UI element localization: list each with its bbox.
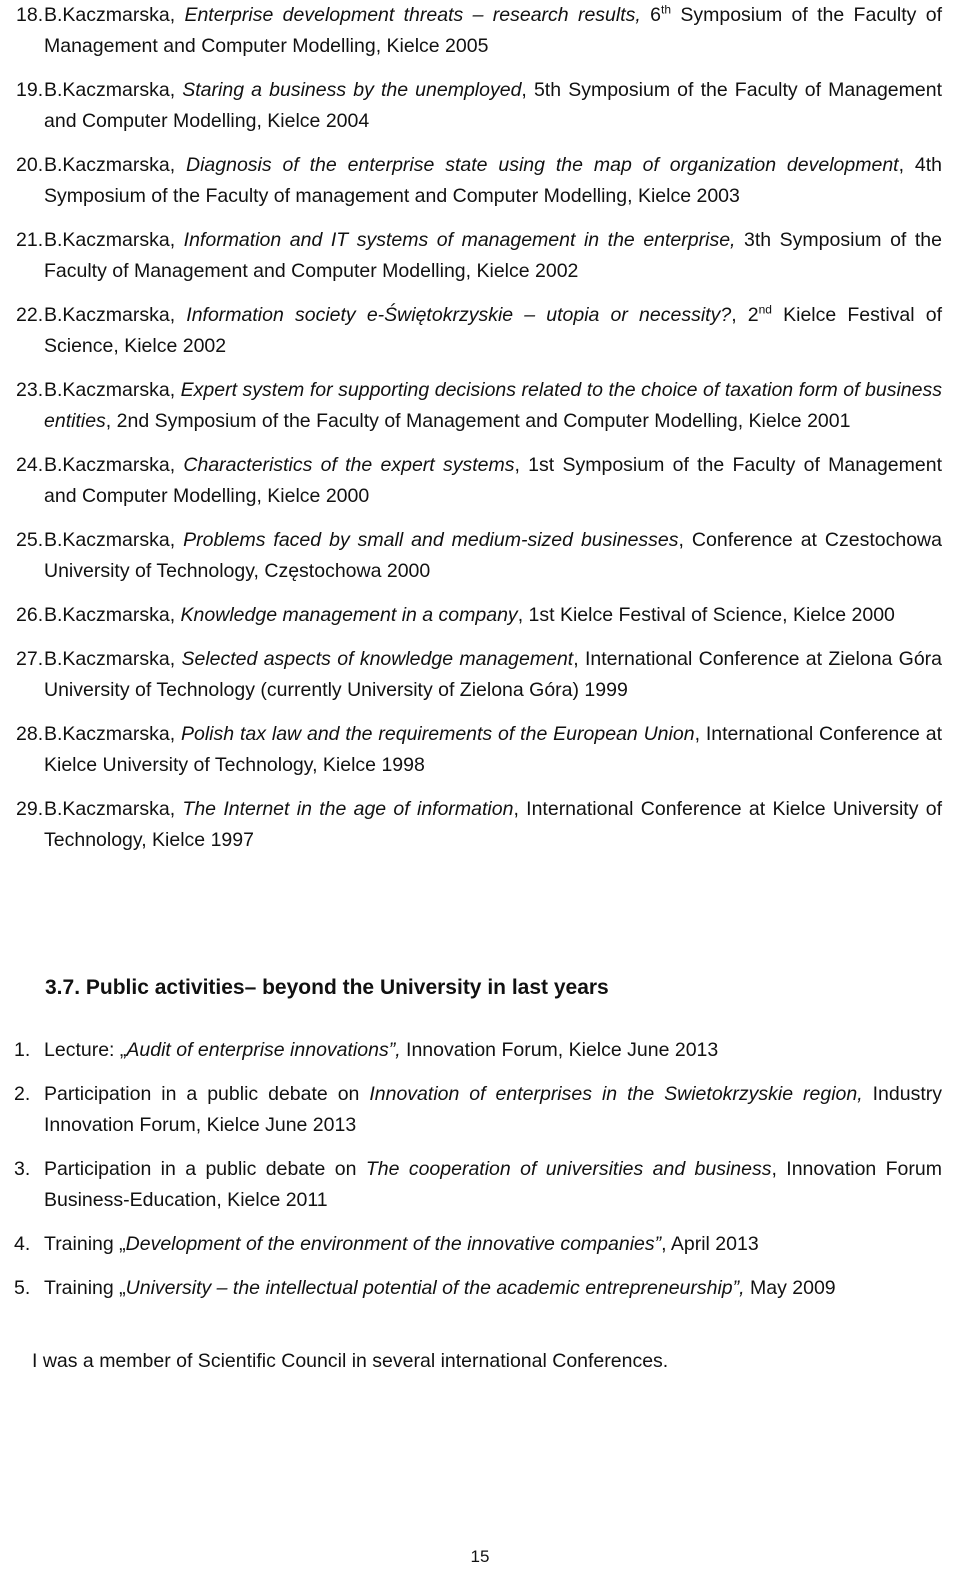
reference-number: 23.	[16, 379, 44, 401]
activity-number: 2.	[14, 1083, 31, 1105]
reference-title: Knowledge management in a company	[180, 604, 518, 626]
activities-list	[14, 1035, 942, 1317]
reference-author: B.Kaczmarska,	[44, 154, 186, 176]
ordinal-suffix: th	[661, 2, 672, 17]
activity-title: University – the intellectual potential of the academic entrepreneurship”,	[125, 1277, 745, 1299]
reference-details: , 2nd Symposium of the Faculty of Management and Computer Modelling, Kielce 2001	[105, 410, 851, 432]
activity-lead: Training „	[44, 1277, 126, 1299]
activity-item	[14, 1229, 942, 1260]
reference-author: B.Kaczmarska,	[44, 529, 184, 551]
activity-item	[14, 1273, 942, 1304]
activity-number: 3.	[14, 1158, 31, 1180]
activity-details: Innovation Forum, Kielce June 2013	[400, 1039, 719, 1061]
reference-item	[16, 450, 942, 512]
activity-title: Development of the environment of the innovative companies”	[125, 1233, 662, 1255]
reference-details: , International Conference at Zielona Góra University of Technology (currently University of Zielona Góra) 1999	[44, 648, 943, 701]
section-heading: 3.7. Public activities– beyond the University in last years	[45, 976, 609, 999]
activity-item	[14, 1154, 942, 1216]
reference-item	[16, 0, 942, 62]
reference-title: Selected aspects of knowledge management	[181, 648, 574, 670]
reference-number: 24.	[16, 454, 44, 476]
activity-lead: Training „	[44, 1233, 126, 1255]
reference-number: 26.	[16, 604, 44, 626]
reference-number: 21.	[16, 229, 44, 251]
activity-details: May 2009	[744, 1277, 836, 1299]
activity-title: Innovation of enterprises in the Swietokrzyskie region,	[369, 1083, 863, 1105]
activity-details: Industry Innovation Forum, Kielce June 2013	[44, 1083, 942, 1136]
reference-title: Expert system for supporting decisions related to the choice of taxation form of business entities	[44, 379, 942, 432]
reference-number: 29.	[16, 798, 44, 820]
activity-lead: Participation in a public debate on	[44, 1158, 366, 1180]
activity-number: 5.	[14, 1277, 31, 1299]
reference-title: Information society e-Świętokrzyskie – utopia or necessity?	[186, 304, 732, 326]
reference-title: Polish tax law and the requirements of the European Union	[181, 723, 695, 745]
reference-author: B.Kaczmarska,	[44, 454, 184, 476]
activity-number: 1.	[14, 1039, 31, 1061]
reference-number: 22.	[16, 304, 44, 326]
reference-title: Problems faced by small and medium-sized businesses	[183, 529, 679, 551]
activity-title: The cooperation of universities and business	[365, 1158, 772, 1180]
reference-author: B.Kaczmarska,	[44, 723, 181, 745]
reference-details: , 4th Symposium of the Faculty of management and Computer Modelling, Kielce 2003	[44, 154, 942, 207]
activity-details: , April 2013	[661, 1233, 759, 1255]
reference-item	[16, 525, 942, 587]
reference-item	[16, 600, 942, 631]
activity-item	[14, 1079, 942, 1141]
reference-item	[16, 225, 942, 287]
reference-item	[16, 375, 942, 437]
reference-author: B.Kaczmarska,	[44, 648, 182, 670]
reference-item	[16, 75, 942, 137]
reference-title: Staring a business by the unemployed	[182, 79, 522, 101]
council-note: I was a member of Scientific Council in several international Conferences.	[32, 1350, 669, 1372]
reference-item	[16, 719, 942, 781]
reference-details-rest: Kielce Festival of Science, Kielce 2002	[44, 304, 942, 357]
reference-author: B.Kaczmarska,	[44, 798, 183, 820]
ordinal-suffix: nd	[758, 302, 772, 317]
reference-author: B.Kaczmarska,	[44, 304, 187, 326]
reference-number: 20.	[16, 154, 44, 176]
activity-item	[14, 1035, 942, 1066]
reference-number: 28.	[16, 723, 44, 745]
reference-details: , 1st Kielce Festival of Science, Kielce 2000	[517, 604, 895, 626]
page-number: 15	[470, 1547, 490, 1566]
reference-details-rest: Symposium of the Faculty of Management and Computer Modelling, Kielce 2005	[44, 4, 943, 57]
reference-number: 19.	[16, 79, 44, 101]
activity-title: Audit of enterprise innovations”,	[126, 1039, 401, 1061]
reference-title: Enterprise development threats – research results,	[184, 4, 641, 26]
reference-number: 25.	[16, 529, 44, 551]
reference-title: Diagnosis of the enterprise state using the map of organization development	[186, 154, 899, 176]
reference-details: 3th Symposium of the Faculty of Management and Computer Modelling, Kielce 2002	[44, 229, 942, 282]
activity-lead: Lecture: „	[44, 1039, 127, 1061]
reference-item	[16, 644, 942, 706]
activity-lead: Participation in a public debate on	[44, 1083, 370, 1105]
reference-number: 27.	[16, 648, 44, 670]
reference-item	[16, 300, 942, 362]
reference-number: 18.	[16, 4, 44, 26]
reference-author: B.Kaczmarska,	[44, 229, 184, 251]
reference-author: B.Kaczmarska,	[44, 604, 181, 626]
reference-author: B.Kaczmarska,	[44, 379, 181, 401]
reference-details: , International Conference at Kielce University of Technology, Kielce 1998	[44, 723, 942, 776]
reference-details: , 2	[731, 304, 759, 326]
reference-list	[16, 0, 942, 869]
activity-number: 4.	[14, 1233, 31, 1255]
reference-details: , International Conference at Kielce University of Technology, Kielce 1997	[44, 798, 942, 851]
reference-item	[16, 150, 942, 212]
reference-author: B.Kaczmarska,	[44, 79, 183, 101]
reference-title: Characteristics of the expert systems	[183, 454, 515, 476]
reference-details: , 5th Symposium of the Faculty of Management and Computer Modelling, Kielce 2004	[44, 79, 942, 132]
reference-details: , 1st Symposium of the Faculty of Management and Computer Modelling, Kielce 2000	[44, 454, 942, 507]
reference-title: The Internet in the age of information	[182, 798, 514, 820]
reference-details: 6	[640, 4, 661, 26]
activity-details: , Innovation Forum Business-Education, Kielce 2011	[44, 1158, 942, 1211]
reference-title: Information and IT systems of management in the enterprise,	[183, 229, 736, 251]
reference-details: , Conference at Czestochowa University of Technology, Częstochowa 2000	[44, 529, 942, 582]
reference-item	[16, 794, 942, 856]
reference-author: B.Kaczmarska,	[44, 4, 185, 26]
